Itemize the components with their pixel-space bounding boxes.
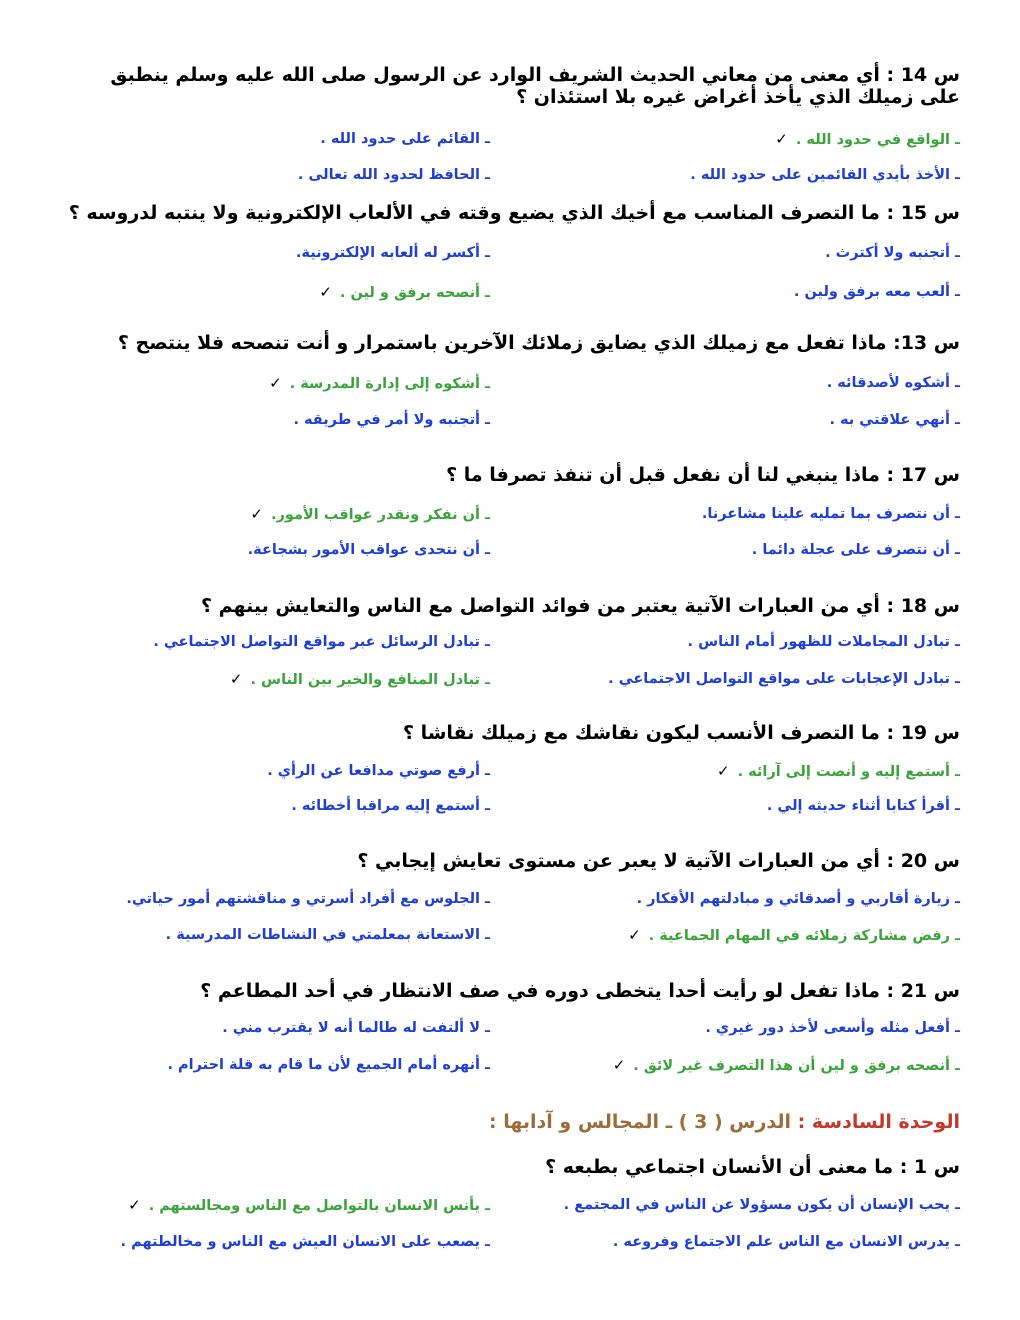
question-18: س 18 : أي من العبارات الآتية يعتبر من فوائد التواصل مع الناس والتعايش بينهم ؟ [200, 595, 960, 617]
check-icon: ✓ [717, 762, 730, 780]
check-icon: ✓ [612, 1056, 626, 1074]
option-correct[interactable]: ـ يأنس الانسان بالتواصل مع الناس ومجالستهم .✓ [128, 1196, 490, 1214]
option-correct[interactable]: ـ أنصحه برفق و لين أن هذا التصرف غير لائق .✓ [612, 1056, 960, 1074]
question-14: س 14 : أي معنى من معاني الحديث الشريف الوارد عن الرسول صلى الله عليه وسلم ينطبق على زميلك الذي يأخذ أغراض غيره بلا استئذان ؟ [110, 64, 960, 108]
check-icon: ✓ [269, 374, 282, 392]
option-correct[interactable]: ـ أشكوه إلى إدارة المدرسة .✓ [269, 374, 490, 392]
question-21: س 21 : ماذا تفعل لو رأيت أحدا يتخطى دوره في صف الانتظار في أحد المطاعم ؟ [200, 980, 960, 1002]
option[interactable]: ـ أرفع صوتي مدافعا عن الرأي . [267, 763, 490, 779]
option[interactable]: ـ الاستعانة بمعلمتي في النشاطات المدرسية . [165, 927, 490, 943]
check-icon: ✓ [628, 926, 641, 944]
question-15: س 15 : ما التصرف المناسب مع أخيك الذي يضيع وقته في الألعاب الإلكترونية ولا ينتبه لدروسه ؟ [68, 202, 960, 224]
option-correct[interactable]: ـ أنصحه برفق و لين .✓ [319, 283, 490, 301]
unit-heading [489, 1111, 960, 1133]
check-icon: ✓ [775, 130, 788, 148]
option-correct[interactable]: ـ تبادل المنافع والخير بين الناس .✓ [229, 670, 490, 688]
option[interactable]: ـ الحافظ لحدود الله تعالى . [297, 167, 490, 183]
option-correct[interactable]: ـ أن نفكر ونقدر عواقب الأمور.✓ [250, 505, 490, 523]
option-correct[interactable]: ـ أستمع إليه و أنصت إلى آرائه .✓ [717, 762, 960, 780]
unit-title: الوحدة السادسة : [791, 1111, 960, 1133]
lesson-title: الدرس ( 3 ) ـ المجالس و آدابها : [489, 1111, 792, 1133]
option[interactable]: ـ لا ألتفت له طالما أنه لا يقترب مني . [222, 1020, 490, 1036]
option[interactable]: ـ أتجنبه ولا أكترث . [825, 245, 960, 261]
option[interactable]: ـ أتجنبه ولا أمر في طريقه . [293, 412, 490, 428]
check-icon: ✓ [250, 505, 263, 523]
option[interactable]: ـ أقرأ كتابا أثناء حديثه إلي . [766, 798, 960, 814]
question-17: س 17 : ماذا ينبغي لنا أن نفعل قبل أن تنفذ تصرفا ما ؟ [446, 464, 960, 486]
question-19: س 19 : ما التصرف الأنسب ليكون نقاشك مع زميلك نقاشا ؟ [402, 722, 960, 744]
option-correct[interactable]: ـ الواقع في حدود الله .✓ [775, 130, 960, 148]
question-1: س 1 : ما معنى أن الأنسان اجتماعي بطبعه ؟ [545, 1156, 960, 1178]
option[interactable]: ـ أكسر له ألعابه الإلكترونية. [295, 245, 490, 261]
option[interactable]: ـ تبادل المجاملات للظهور أمام الناس . [687, 634, 960, 650]
option[interactable]: ـ القائم على حدود الله . [320, 131, 490, 147]
option[interactable]: ـ أنهي علاقتي به . [829, 412, 960, 428]
option[interactable]: ـ تبادل الرسائل عبر مواقع التواصل الاجتماعي . [153, 634, 490, 650]
option[interactable]: ـ أستمع إليه مراقبا أخطائه . [291, 798, 490, 814]
option[interactable]: ـ الأخذ بأيدي القائمين على حدود الله . [690, 167, 960, 183]
option[interactable]: ـ أن نتصرف على عجلة دائما . [751, 542, 960, 558]
option[interactable]: ـ أشكوه لأصدقائه . [826, 375, 960, 391]
option[interactable]: ـ أفعل مثله وأسعى لأخذ دور غيري . [705, 1020, 960, 1036]
option[interactable]: ـ أن نتصرف بما تمليه علينا مشاعرنا. [701, 506, 960, 522]
check-icon: ✓ [128, 1196, 141, 1214]
option[interactable]: ـ أنهره أمام الجميع لأن ما قام به قلة احترام . [167, 1057, 490, 1073]
question-20: س 20 : أي من العبارات الآتية لا يعبر عن مستوى تعايش إيجابي ؟ [357, 850, 960, 872]
option[interactable]: ـ يحب الإنسان أن يكون مسؤولا عن الناس في المجتمع . [563, 1197, 960, 1213]
option[interactable]: ـ يصعب على الانسان العيش مع الناس و مخالطتهم . [120, 1234, 490, 1250]
option[interactable]: ـ يدرس الانسان مع الناس علم الاجتماع وفروعه . [612, 1234, 960, 1250]
option[interactable]: ـ أن نتحدى عواقب الأمور بشجاعة. [247, 542, 490, 558]
question-13: س 13: ماذا تفعل مع زميلك الذي يضايق زملائك الآخرين باستمرار و أنت تنصحه فلا ينتصح ؟ [117, 332, 960, 354]
option-correct[interactable]: ـ رفض مشاركة زملائه في المهام الجماعية .✓ [628, 926, 960, 944]
check-icon: ✓ [229, 670, 243, 688]
option[interactable]: ـ الجلوس مع أفراد أسرتي و مناقشتهم أمور حياتي. [126, 891, 490, 907]
option[interactable]: ـ زيارة أقاربي و أصدقائي و مبادلتهم الأفكار . [636, 891, 960, 907]
option[interactable]: ـ ألعب معه برفق ولين . [793, 284, 960, 300]
check-icon: ✓ [319, 283, 332, 301]
option[interactable]: ـ تبادل الإعجابات على مواقع التواصل الاجتماعي . [608, 671, 960, 687]
